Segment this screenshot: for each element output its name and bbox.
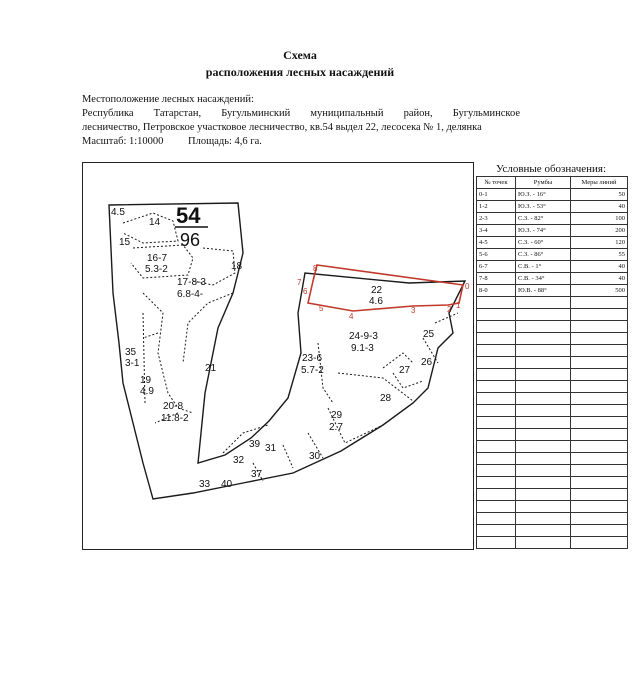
legend-cell: [571, 309, 628, 321]
legend-cell: [477, 333, 516, 345]
legend-cell: С.З. - 60°: [516, 237, 571, 249]
legend-cell: [477, 297, 516, 309]
legend-cell: С.З. - 86°: [516, 249, 571, 261]
stand-label: 5.3-2: [145, 264, 168, 275]
location-word: Бугульминский: [221, 108, 291, 119]
legend-empty-row: [477, 417, 628, 429]
legend-cell: 4-5: [477, 237, 516, 249]
legend-cell: [516, 381, 571, 393]
legend-cell: [571, 381, 628, 393]
quarter-number: 54: [176, 203, 201, 228]
legend-cell: [516, 333, 571, 345]
quarter-boundary: [109, 203, 465, 499]
stand-label: 3-1: [125, 358, 140, 369]
stand-label: 25: [423, 329, 435, 340]
point-label: 5: [319, 304, 324, 313]
legend-row: [477, 249, 628, 261]
legend-cell: [516, 297, 571, 309]
cutting-area-boundary: [308, 265, 463, 311]
stand-label: 16-7: [147, 253, 168, 264]
location-word: район,: [403, 108, 433, 119]
legend-cell: [516, 429, 571, 441]
legend-cell: 500: [571, 285, 628, 297]
stand-label: 20-8: [163, 401, 184, 412]
legend-cell: [516, 309, 571, 321]
legend-cell: [516, 537, 571, 549]
stand-label: 33: [199, 479, 211, 490]
quarter-area: 96: [180, 230, 201, 250]
stand-label: 6.8-4-: [177, 289, 204, 300]
legend-cell: 6-7: [477, 261, 516, 273]
legend-empty-row: [477, 525, 628, 537]
legend-cell: [571, 333, 628, 345]
legend-cell: 40: [571, 273, 628, 285]
legend-cell: [477, 501, 516, 513]
legend-empty-row: [477, 309, 628, 321]
legend-cell: [477, 393, 516, 405]
location-word: Татарстан,: [153, 108, 202, 119]
legend-cell: 7-8: [477, 273, 516, 285]
stand-label: 21: [205, 363, 217, 374]
legend-cell: [571, 477, 628, 489]
location-word: Республика: [82, 108, 134, 119]
legend-cell: [571, 345, 628, 357]
legend-header: Румбы: [516, 177, 571, 189]
legend-cell: С.З. - 82°: [516, 213, 571, 225]
stand-label: 29: [331, 410, 343, 421]
legend-cell: [516, 405, 571, 417]
stand-label: 4.6: [369, 296, 383, 307]
legend-cell: [571, 297, 628, 309]
legend-cell: [516, 501, 571, 513]
legend-empty-row: [477, 321, 628, 333]
scale-text: Масштаб: 1:10000: [82, 136, 164, 147]
point-label: 4: [349, 312, 354, 321]
legend-cell: [571, 321, 628, 333]
stand-label: 4.5: [111, 207, 125, 218]
legend-empty-row: [477, 441, 628, 453]
legend-cell: [516, 357, 571, 369]
forest-map-drawing: [83, 163, 473, 549]
stand-label: 2.7: [329, 422, 343, 433]
legend-cell: 8-0: [477, 285, 516, 297]
legend-cell: [571, 369, 628, 381]
legend-cell: [477, 381, 516, 393]
legend-empty-row: [477, 393, 628, 405]
legend-cell: [571, 441, 628, 453]
legend-cell: [516, 477, 571, 489]
stand-label: 39: [249, 439, 261, 450]
legend-empty-row: [477, 513, 628, 525]
location-word: муниципальный: [310, 108, 384, 119]
legend-cell: [571, 537, 628, 549]
stand-label: 4.9: [140, 386, 154, 397]
legend-cell: [477, 345, 516, 357]
legend-cell: 40: [571, 261, 628, 273]
stand-label: 19: [140, 375, 152, 386]
point-label: 7: [297, 278, 302, 287]
stand-label: 26: [421, 357, 433, 368]
stand-label: 23-6: [302, 353, 323, 364]
stand-label: 11.8-2: [161, 413, 189, 424]
stand-label: 31: [265, 443, 277, 454]
stand-label: 27: [399, 365, 411, 376]
point-label: 8: [313, 264, 318, 273]
legend-cell: Ю.З. - 74°: [516, 225, 571, 237]
legend-row: [477, 285, 628, 297]
legend-empty-row: [477, 333, 628, 345]
legend-empty-row: [477, 489, 628, 501]
legend-empty-row: [477, 381, 628, 393]
stand-label: 5.7-2: [301, 365, 324, 376]
legend-row: [477, 189, 628, 201]
legend-cell: Ю.В. - 88°: [516, 285, 571, 297]
legend-cell: [571, 513, 628, 525]
stand-label: 18: [231, 261, 243, 272]
legend-cell: [477, 429, 516, 441]
legend-cell: [516, 453, 571, 465]
area-text: Площадь: 4,6 га.: [188, 136, 262, 147]
legend-cell: [477, 489, 516, 501]
legend-cell: [571, 501, 628, 513]
point-label: 3: [411, 306, 416, 315]
legend-cell: Ю.З. - 53°: [516, 201, 571, 213]
legend-cell: [516, 465, 571, 477]
legend-cell: [571, 357, 628, 369]
legend-empty-row: [477, 405, 628, 417]
legend-cell: [477, 537, 516, 549]
legend-cell: [571, 393, 628, 405]
legend-cell: [516, 441, 571, 453]
stand-label: 14: [149, 217, 161, 228]
legend-cell: [516, 513, 571, 525]
point-label: 1: [456, 301, 461, 310]
legend-cell: [477, 513, 516, 525]
stand-label: 30: [309, 451, 321, 462]
legend-row: [477, 225, 628, 237]
legend-cell: Ю.З. - 16°: [516, 189, 571, 201]
legend-cell: [477, 525, 516, 537]
point-label: 0: [465, 282, 470, 291]
legend-cell: [516, 525, 571, 537]
legend-cell: [477, 321, 516, 333]
point-label: 2: [447, 305, 452, 314]
legend-cell: [516, 393, 571, 405]
legend-cell: [477, 477, 516, 489]
legend-cell: [516, 345, 571, 357]
scale-area-line: [82, 136, 284, 147]
legend-cell: [571, 489, 628, 501]
legend-row: [477, 237, 628, 249]
legend-cell: 50: [571, 189, 628, 201]
legend-cell: [477, 441, 516, 453]
stand-label: 15: [119, 237, 131, 248]
legend-row: [477, 201, 628, 213]
legend-cell: [477, 417, 516, 429]
legend-cell: [571, 453, 628, 465]
legend-cell: [571, 429, 628, 441]
legend-empty-row: [477, 369, 628, 381]
legend-cell: [477, 465, 516, 477]
legend-cell: [571, 405, 628, 417]
legend-table: [476, 176, 628, 549]
legend-cell: [477, 369, 516, 381]
legend-cell: С.В. - 1°: [516, 261, 571, 273]
legend-cell: 5-6: [477, 249, 516, 261]
legend-cell: [516, 369, 571, 381]
stand-label: 9.1-3: [351, 343, 374, 354]
legend-empty-row: [477, 477, 628, 489]
legend-header-row: [477, 177, 628, 189]
location-label: Местоположение лесных насаждений:: [82, 94, 254, 105]
legend-cell: 1-2: [477, 201, 516, 213]
legend-cell: 200: [571, 225, 628, 237]
legend-cell: [477, 357, 516, 369]
legend-empty-row: [477, 465, 628, 477]
stand-label: 37: [251, 469, 263, 480]
stand-label: 35: [125, 347, 137, 358]
forest-map: [82, 162, 474, 550]
legend-row: [477, 261, 628, 273]
legend-cell: 40: [571, 201, 628, 213]
stand-label: 22: [371, 285, 383, 296]
legend-cell: 55: [571, 249, 628, 261]
legend-empty-row: [477, 537, 628, 549]
legend-cell: 120: [571, 237, 628, 249]
stand-label: 24-9-3: [349, 331, 378, 342]
legend-row: [477, 273, 628, 285]
stand-label: 40: [221, 479, 233, 490]
legend-empty-row: [477, 345, 628, 357]
location-line-1: [82, 108, 520, 119]
legend-cell: 2-3: [477, 213, 516, 225]
legend-empty-row: [477, 501, 628, 513]
document-subtitle: расположения лесных насаждений: [205, 65, 395, 79]
legend-cell: 0-1: [477, 189, 516, 201]
stand-label: 17-8-3: [177, 277, 206, 288]
legend-title: Условные обозначения:: [496, 163, 607, 175]
legend-cell: [571, 465, 628, 477]
legend-empty-row: [477, 453, 628, 465]
legend-header: Меры линий: [571, 177, 628, 189]
stand-label: 32: [233, 455, 245, 466]
legend-cell: 3-4: [477, 225, 516, 237]
legend-cell: [477, 453, 516, 465]
legend-row: [477, 213, 628, 225]
legend-empty-row: [477, 429, 628, 441]
legend-cell: [477, 309, 516, 321]
legend-empty-row: [477, 357, 628, 369]
legend-cell: [477, 405, 516, 417]
legend-cell: С.В. - 34°: [516, 273, 571, 285]
location-word: Бугульминское: [452, 108, 520, 119]
legend-empty-row: [477, 297, 628, 309]
legend-cell: [516, 417, 571, 429]
legend-cell: 100: [571, 213, 628, 225]
legend-cell: [571, 525, 628, 537]
location-line-2: лесничество, Петровское участковое лесничество, кв.54 выдел 22, лесосека № 1, делянка: [82, 122, 482, 133]
point-label: 6: [303, 287, 308, 296]
legend-cell: [516, 489, 571, 501]
legend-cell: [571, 417, 628, 429]
legend-header: № точек: [477, 177, 516, 189]
document-title: Схема: [283, 48, 317, 62]
legend-cell: [516, 321, 571, 333]
stand-label: 28: [380, 393, 392, 404]
